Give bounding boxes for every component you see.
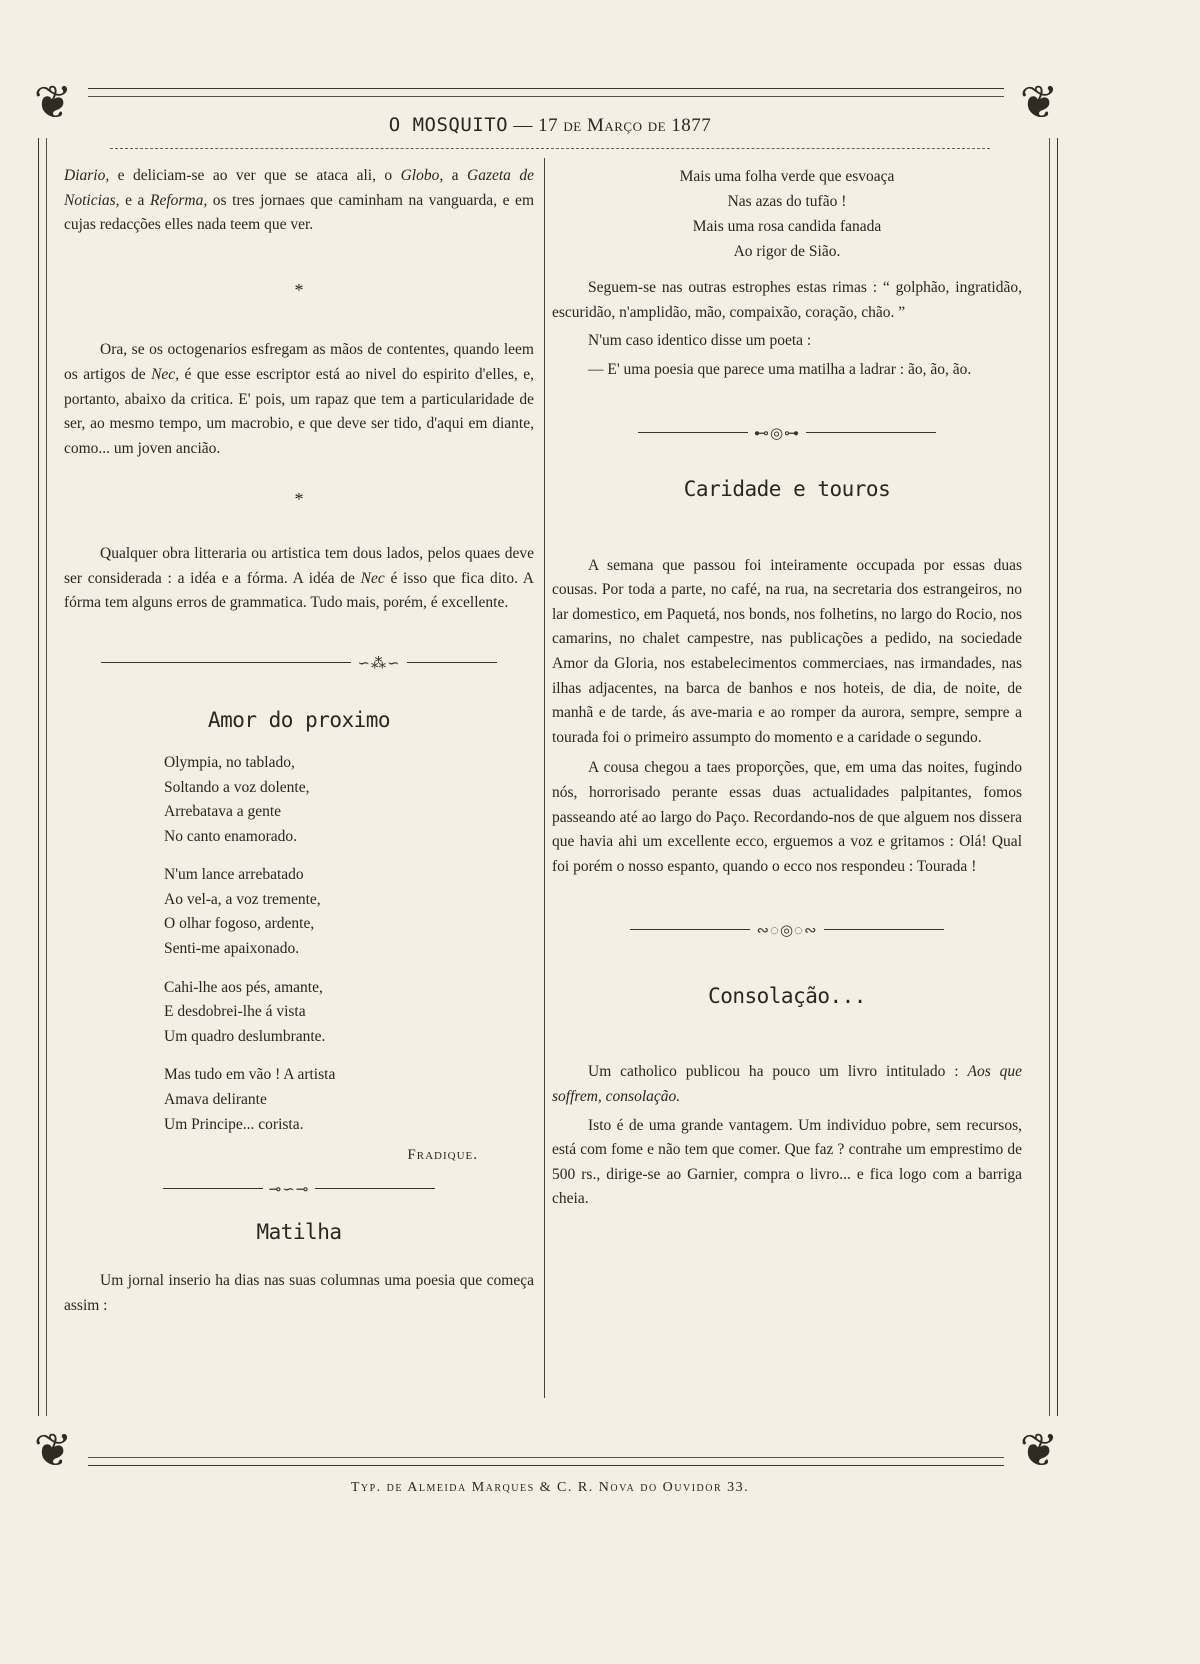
italic-text: Globo,	[400, 167, 444, 184]
asterisk-separator: *	[294, 279, 304, 300]
section-title: Caridade e touros	[683, 476, 891, 501]
section-title: Amor do proximo	[207, 708, 391, 733]
article-paragraph	[64, 338, 534, 461]
text: é que esse escriptor está ao nivel do espirito d'elles, e, portanto, abaixo da critica. E' pois, um rapaz que tem a particularidade de ser, ao mesmo tempo, um macrobio, e que deve ser tido, d'aqui em diante, como... um joven ancião.	[64, 365, 534, 457]
text: e a	[119, 191, 150, 209]
poem-stanza	[164, 751, 534, 849]
article-paragraph: N'um caso identico disse um poeta :	[588, 332, 812, 350]
text: e deliciam-se ao ver que se ataca ali, o	[109, 167, 401, 184]
poem-line: Mais uma rosa candida fanada	[692, 218, 882, 235]
article-paragraph	[552, 1060, 1022, 1109]
article-paragraph: Isto é de uma grande vantagem. Um individuo pobre, sem recursos, está com fome e não tem que comer. Que faz ? contrahe um emprestimo de 500 rs., dirige-se ao Garnier, compra o livro... e fica logo com a barriga cheia.	[552, 1116, 1022, 1208]
newspaper-name: O MOSQUITO	[388, 114, 509, 136]
poem-line: Um quadro deslumbrante.	[164, 1027, 326, 1045]
poem-line: O olhar fogoso, ardente,	[164, 915, 315, 933]
poem-stanza	[164, 976, 534, 1050]
poem-line: No canto enamorado.	[164, 827, 297, 845]
header-dash: —	[513, 115, 533, 136]
section-ornament: ⊸∽⊸	[64, 1178, 534, 1203]
section-ornament: ∾◌◎◌∾	[552, 919, 1022, 944]
poem-line: Ao vel-a, a voz tremente,	[164, 890, 321, 908]
text: é isso que fica dito. A fórma tem alguns erros de grammatica. Tudo mais, porém, é excellente.	[64, 569, 535, 612]
page-header	[100, 114, 1000, 137]
corner-ornament-icon: ❦	[1004, 1416, 1074, 1486]
article-paragraph	[64, 542, 534, 616]
quoted-poem	[552, 164, 1022, 264]
text: Qualquer obra litteraria ou artistica tem dous lados, pelos quaes deve ser considerada : a idéa e a fórma. A idéa de	[64, 544, 534, 587]
text: Ora, se os octogenarios esfregam as mãos de contentes, quando leem os artigos de	[64, 341, 534, 383]
italic-text: Gazeta de Noticias,	[64, 167, 534, 209]
poem-stanza	[164, 863, 534, 961]
column-divider	[544, 158, 545, 1398]
article-paragraph: Seguem-se nas outras estrophes estas rimas : “ golphão, ingratidão, escuridão, n'amplidão, mão, compaixão, coração, chão. ”	[552, 279, 1022, 321]
text: os tres jornaes que caminham na vanguarda, e em cujas redacções elles nada teem que ver.	[64, 191, 534, 234]
text: a	[443, 167, 467, 184]
italic-text: Aos que soffrem, consolação.	[552, 1063, 1022, 1106]
article-paragraph: A semana que passou foi inteiramente occupada por essas duas cousas. Por toda a parte, no café, na rua, na secretaria dos estrangeiros, no lar domestico, em Paquetá, nos bonds, nos folhetins, no largo do Rocio, nos camarins, no chalet campestre, nas publicações a pedido, na sociedade Amor da Gloria, nos estabelecimentos commerciaes, nas irmandades, nas ilhas adjacentes, na barca de banhos e nos hoteis, de dia, de noite, de manhã e de tarde, ás ave-maria e ao romper da aurora, sempre, sempre a tourada foi o primeiro assumpto do momento e a caridade o segundo.	[552, 556, 1022, 746]
poem	[164, 751, 534, 1137]
poem-line: Amava delirante	[164, 1091, 267, 1109]
poem-line: Mais uma folha verde que esvoaça	[679, 168, 895, 185]
italic-text: Nec,	[151, 365, 180, 383]
italic-text: Reforma,	[149, 191, 208, 209]
poem-line: N'um lance arrebatado	[164, 866, 304, 884]
poem-line: Nas azas do tufão !	[727, 193, 847, 210]
poem-line: Ao rigor de Sião.	[733, 243, 841, 260]
section-title: Matilha	[256, 1220, 342, 1245]
article-paragraph	[64, 164, 534, 238]
corner-ornament-icon: ❦	[18, 1416, 88, 1486]
poem-line: Mas tudo em vão ! A artista	[164, 1066, 336, 1084]
article-paragraph: — E' uma poesia que parece uma matilha a ladrar : ão, ão, ão.	[588, 360, 972, 378]
poem-line: E desdobrei-lhe á vista	[164, 1003, 306, 1021]
text: Um catholico publicou ha pouco um livro intitulado :	[588, 1063, 959, 1081]
corner-ornament-icon: ❦	[18, 68, 88, 138]
issue-date: 17 de Março de 1877	[538, 115, 712, 136]
corner-ornament-icon: ❦	[1004, 68, 1074, 138]
section-title: Consolação...	[708, 983, 866, 1008]
section-ornament: ⊷◎⊶	[552, 422, 1022, 447]
poem-line: Soltando a voz dolente,	[164, 778, 310, 796]
poem-line: Um Principe... corista.	[164, 1115, 304, 1133]
article-paragraph: Um jornal inserio ha dias nas suas columnas uma poesia que começa assim :	[64, 1272, 534, 1314]
left-column	[64, 164, 534, 1318]
header-rule	[110, 148, 990, 149]
asterisk-separator: *	[294, 489, 304, 510]
italic-text: Nec	[360, 569, 385, 587]
printer-imprint: Typ. de Almeida Marques & C. R. Nova do Ouvidor 33.	[350, 1480, 750, 1495]
poem-line: Cahi-lhe aos pés, amante,	[164, 978, 323, 996]
poem-line: Arrebatava a gente	[164, 803, 282, 821]
italic-text: Diario,	[64, 167, 110, 184]
right-column	[552, 164, 1022, 1212]
poem-stanza	[164, 1063, 534, 1137]
section-ornament: ∽⁂∽	[64, 652, 534, 677]
article-paragraph: A cousa chegou a taes proporções, que, em uma das noites, fugindo nós, horrorisado perante essas duas actualidades palpitantes, fomos passeando até ao largo do Paço. Recordando-nos de que alguem nos dissera que havia ahi um excellente ecco, erguemos a voz e gritamos : Olá! Qual foi porém o nosso espanto, quando o ecco nos respondeu : Tourada !	[552, 759, 1022, 875]
poem-line: Senti-me apaixonado.	[164, 940, 300, 958]
poem-line: Olympia, no tablado,	[164, 753, 295, 771]
author-signature: Fradique.	[407, 1147, 478, 1164]
